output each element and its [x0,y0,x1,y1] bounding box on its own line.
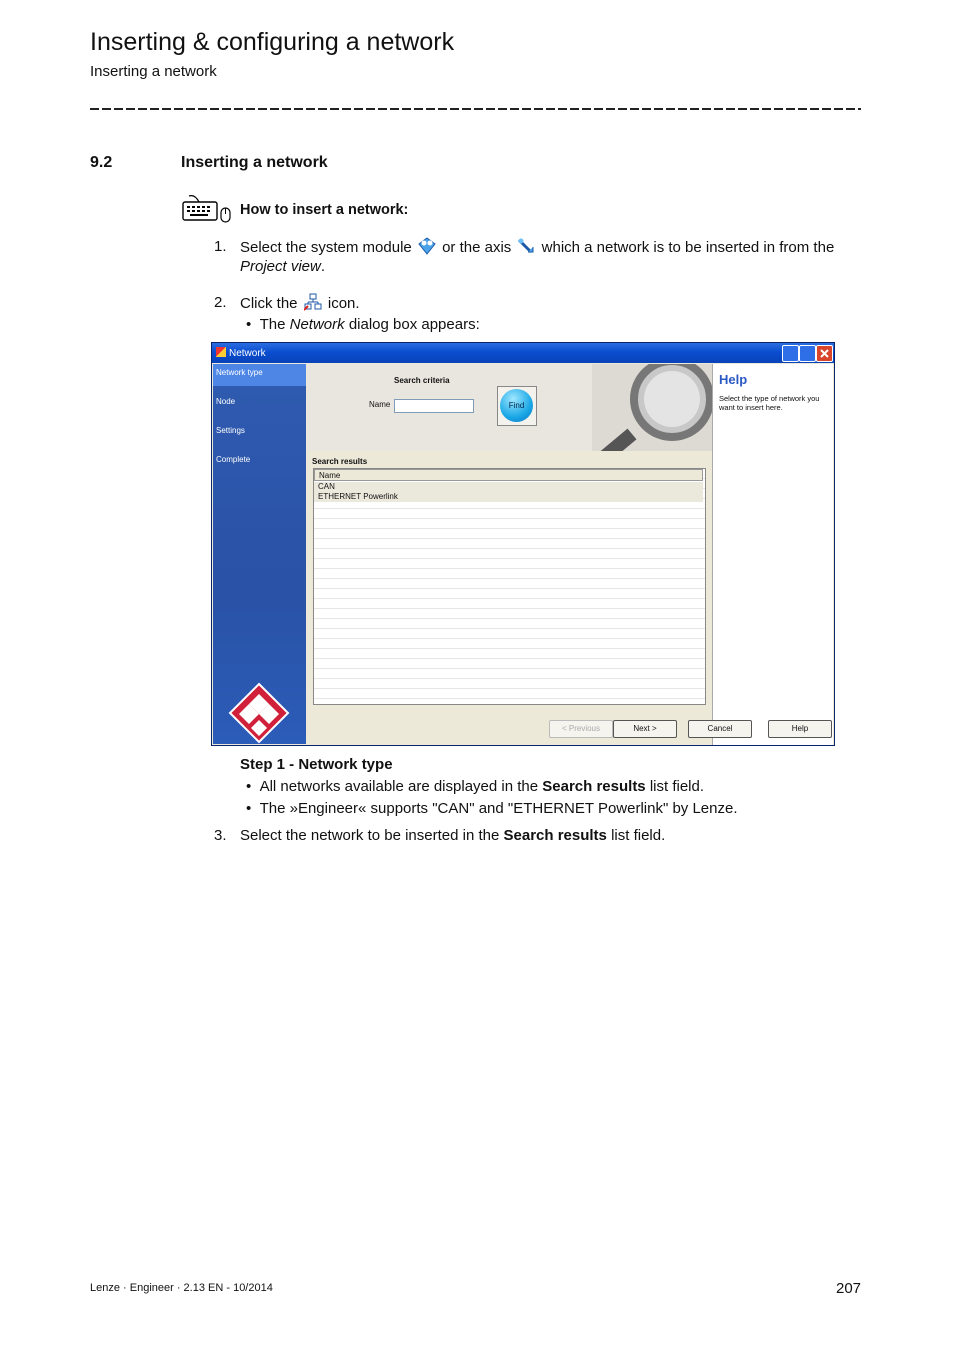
caption-bullet-1: • All networks available are displayed in the Search results list field. [246,778,705,795]
magnifier-icon [592,364,712,451]
lenze-logo-icon [228,682,290,744]
dashed-divider [90,108,861,110]
row-highlight [314,482,703,492]
search-criteria-title: Search criteria [394,376,450,385]
next-button[interactable]: Next > [613,720,677,738]
step-number: 3. [214,827,227,844]
axis-icon [517,237,535,255]
system-module-icon [418,237,436,255]
name-label: Name [369,400,391,409]
footer-text: Lenze · Engineer · 2.13 EN - 10/2014 [90,1282,273,1294]
search-criteria-panel [307,364,711,451]
cancel-button[interactable]: Cancel [688,720,752,738]
step-number: 2. [214,294,227,311]
column-header-name[interactable]: Name [314,469,703,481]
chapter-title: Inserting & configuring a network [90,28,455,56]
name-input[interactable] [394,399,474,413]
figure-caption: Step 1 - Network type [240,756,393,773]
dialog-title: Network [229,348,266,359]
sidebar-item-node[interactable]: Node [216,397,236,406]
search-results-list[interactable] [313,468,706,705]
list-item[interactable]: ETHERNET Powerlink [318,492,398,501]
network-dialog [211,342,835,746]
app-icon [216,347,226,357]
help-title: Help [719,372,748,387]
wizard-sidebar [213,364,306,744]
sidebar-item-complete[interactable]: Complete [216,455,251,464]
search-results-label: Search results [312,457,368,466]
howto-label: How to insert a network: [240,202,409,218]
caption-bullet-2: • The »Engineer« supports "CAN" and "ETHERNET Powerlink" by Lenze. [246,800,738,817]
section-title: Inserting a network [181,154,328,171]
close-button[interactable] [816,345,833,362]
chapter-subtitle: Inserting a network [90,63,217,80]
previous-button[interactable]: < Previous [549,720,613,738]
step-2-bullet: • The Network dialog box appears: [246,316,480,333]
step-1-text: Select the system module or the axis which a network is to be inserted in from the Project view. [240,239,835,275]
help-pane [712,364,833,745]
help-button[interactable]: Help [768,720,832,738]
step-number: 1. [214,238,227,255]
sidebar-item-network-type[interactable]: Network type [216,368,263,377]
insert-network-icon [304,293,322,311]
page-number: 207 [836,1280,862,1297]
maximize-button[interactable] [799,345,816,362]
find-button-frame [497,386,537,426]
step-2-text: Click the icon. [240,295,360,312]
dialog-titlebar [212,343,834,363]
find-button[interactable]: Find [500,389,533,422]
step-3-text: Select the network to be inserted in the Search results list field. [240,827,666,844]
section-number: 9.2 [90,154,113,171]
help-text: Select the type of network you want to insert here. [719,394,820,412]
keyboard-mouse-icon [181,194,233,224]
minimize-button[interactable] [782,345,799,362]
list-item[interactable]: CAN [318,482,335,491]
close-icon [817,346,832,361]
sidebar-item-settings[interactable]: Settings [216,426,245,435]
